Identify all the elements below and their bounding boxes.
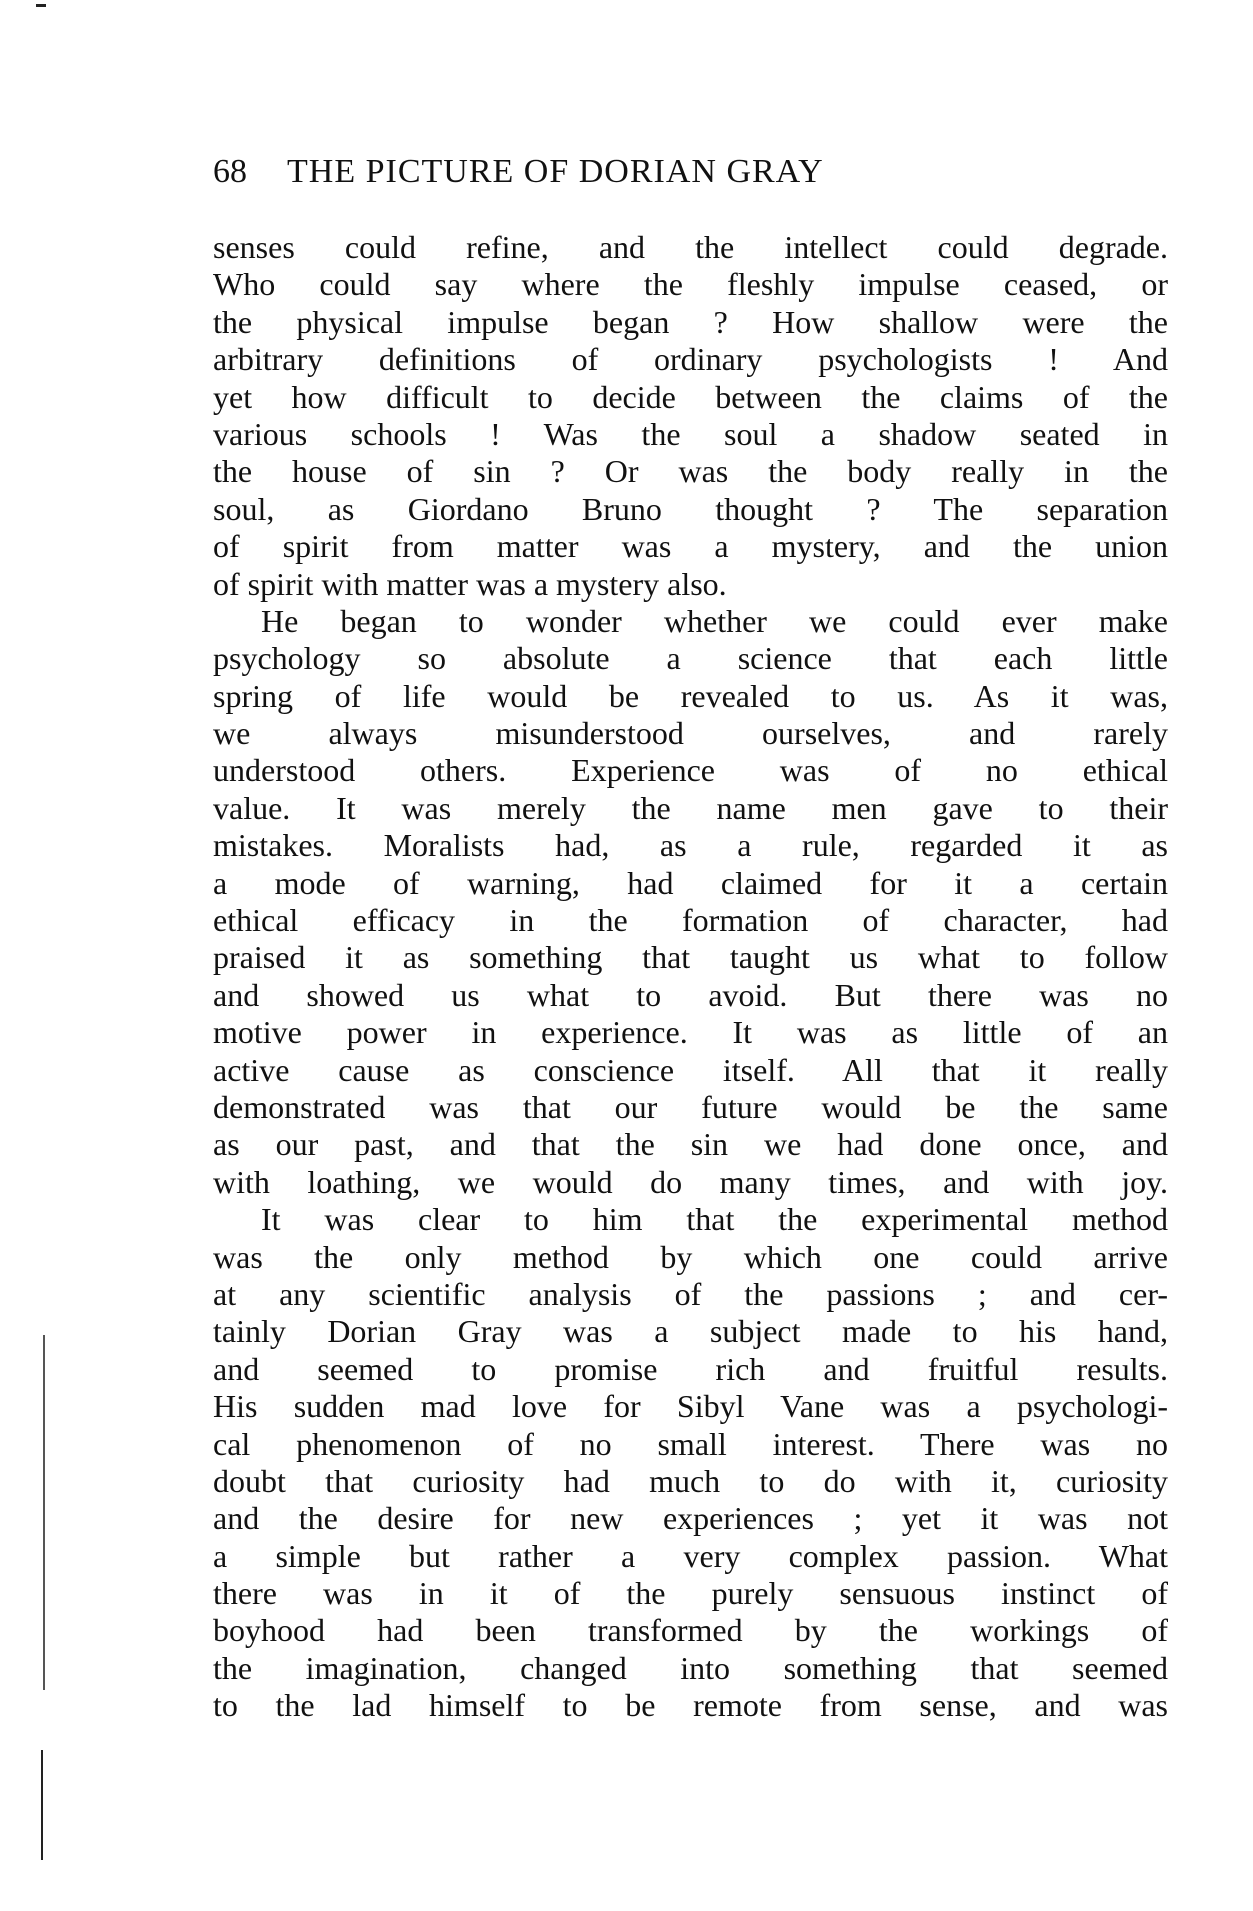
- scan-artifact-mark: [36, 4, 46, 7]
- text-line: the house of sin ? Or was the body really in the: [213, 453, 1168, 490]
- text-line: to the lad himself to be remote from sense, and was: [213, 1687, 1168, 1724]
- text-line: praised it as something that taught us what to follow: [213, 939, 1168, 976]
- text-line: ethical efficacy in the formation of character, had: [213, 902, 1168, 939]
- running-header: [213, 153, 1058, 191]
- text-line: understood others. Experience was of no ethical: [213, 752, 1168, 789]
- text-line: senses could refine, and the intellect could degrade.: [213, 229, 1168, 265]
- text-line: soul, as Giordano Bruno thought ? The separation: [213, 490, 1168, 527]
- text-line: a simple but rather a very complex passion. What: [213, 1537, 1168, 1574]
- text-line: His sudden mad love for Sibyl Vane was a psychologi-: [213, 1388, 1168, 1425]
- page-number: 68: [213, 153, 247, 190]
- page-body-text: [213, 229, 1168, 1725]
- text-line: a mode of warning, had claimed for it a certain: [213, 864, 1168, 901]
- text-line: psychology so absolute a science that each little: [213, 640, 1168, 677]
- text-line: and showed us what to avoid. But there was no: [213, 976, 1168, 1013]
- text-line: motive power in experience. It was as little of an: [213, 1014, 1168, 1051]
- text-line: active cause as conscience itself. All that it really: [213, 1051, 1168, 1088]
- text-line: demonstrated was that our future would be the same: [213, 1088, 1168, 1125]
- text-line: the physical impulse began ? How shallow were the: [213, 303, 1168, 340]
- text-line: value. It was merely the name men gave to their: [213, 789, 1168, 826]
- text-line: at any scientific analysis of the passions ; and cer-: [213, 1275, 1168, 1312]
- text-line: and the desire for new experiences ; yet it was not: [213, 1500, 1168, 1537]
- text-line: spring of life would be revealed to us. As it was,: [213, 677, 1168, 714]
- text-line: He began to wonder whether we could ever make: [261, 602, 1168, 639]
- text-line: with loathing, we would do many times, and with joy.: [213, 1163, 1168, 1200]
- text-line: we always misunderstood ourselves, and rarely: [213, 715, 1168, 752]
- text-line: was the only method by which one could arrive: [213, 1238, 1168, 1275]
- scan-margin-line: [43, 1335, 45, 1690]
- text-line: cal phenomenon of no small interest. There was no: [213, 1425, 1168, 1462]
- text-line: of spirit with matter was a mystery also.: [213, 565, 727, 602]
- scan-margin-line: [41, 1750, 43, 1860]
- text-line: the imagination, changed into something that seemed: [213, 1649, 1168, 1686]
- text-line: arbitrary definitions of ordinary psychologists ! And: [213, 341, 1168, 378]
- text-line: doubt that curiosity had much to do with it, curiosity: [213, 1462, 1168, 1499]
- text-line: there was in it of the purely sensuous instinct of: [213, 1575, 1168, 1612]
- text-line: of spirit from matter was a mystery, and the union: [213, 528, 1168, 565]
- text-line: yet how difficult to decide between the claims of the: [213, 378, 1168, 415]
- text-line: and seemed to promise rich and fruitful results.: [213, 1350, 1168, 1387]
- text-line: as our past, and that the sin we had done once, and: [213, 1126, 1168, 1163]
- text-line: It was clear to him that the experimental method: [261, 1201, 1168, 1238]
- text-line: Who could say where the fleshly impulse ceased, or: [213, 266, 1168, 303]
- text-line: boyhood had been transformed by the workings of: [213, 1612, 1168, 1649]
- text-line: tainly Dorian Gray was a subject made to his hand,: [213, 1313, 1168, 1350]
- text-line: mistakes. Moralists had, as a rule, regarded it as: [213, 827, 1168, 864]
- running-title: THE PICTURE OF DORIAN GRAY: [287, 153, 824, 190]
- text-line: various schools ! Was the soul a shadow seated in: [213, 415, 1168, 452]
